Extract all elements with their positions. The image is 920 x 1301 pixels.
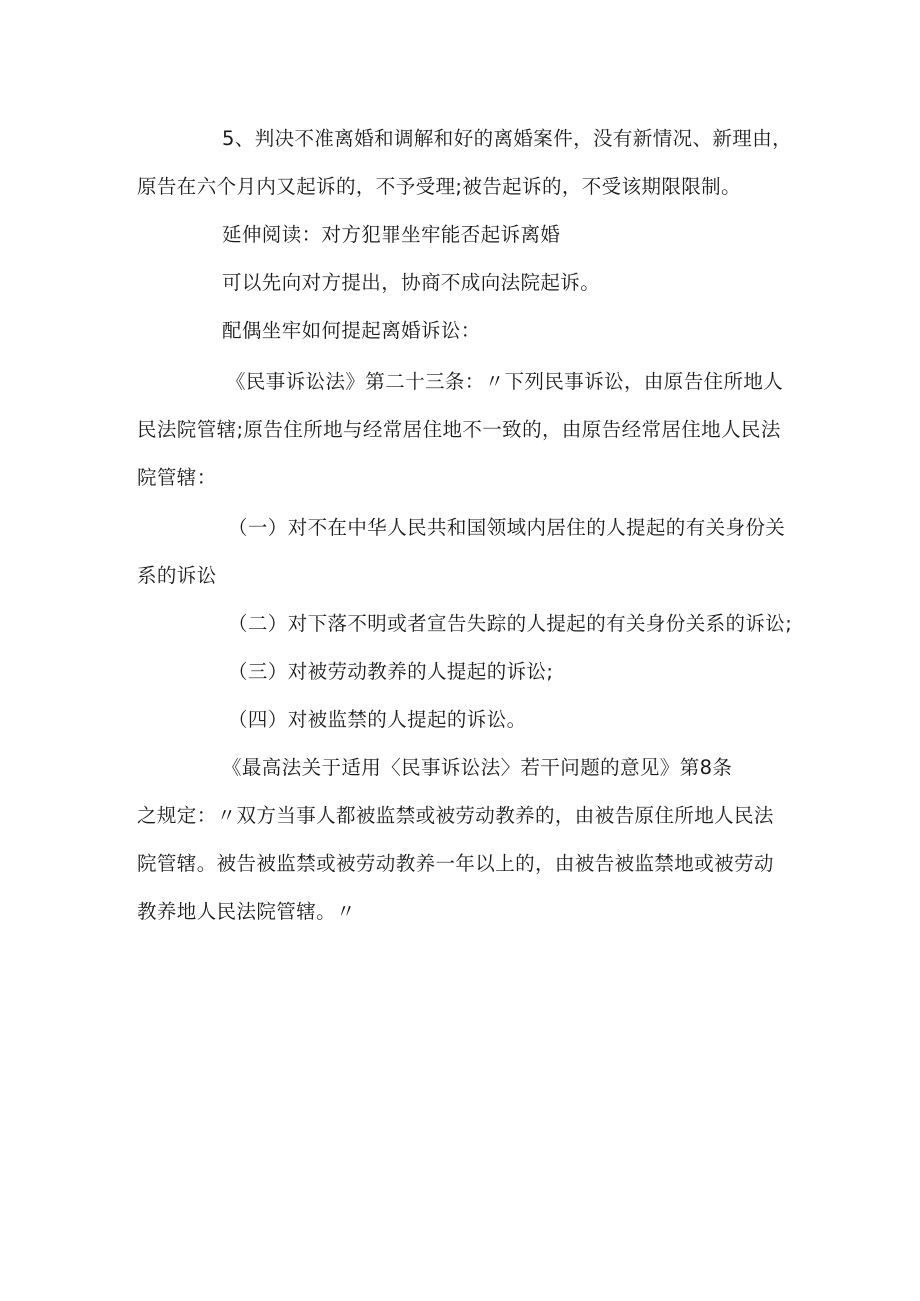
paragraph-line: 院管辖：	[137, 466, 217, 489]
paragraph-line: 原告在六个月内又起诉的，不予受理;被告起诉的，不受该期限限制。	[137, 175, 741, 198]
paragraph-line: 之规定：〃双方当事人都被监禁或被劳动教养的，由被告原住所地人民法	[137, 804, 774, 827]
paragraph-line: （四）对被监禁的人提起的诉讼。	[228, 708, 527, 731]
paragraph-line: （三）对被劳动教养的人提起的诉讼;	[228, 660, 554, 683]
paragraph-line: （二）对下落不明或者宣告失踪的人提起的有关身份关系的诉讼;	[228, 612, 793, 635]
paragraph-line: 系的诉讼	[137, 564, 217, 587]
paragraph-line: 5、判决不准离婚和调解和好的离婚案件，没有新情况、新理由，	[222, 127, 793, 150]
paragraph-line: 《民事诉讼法》第二十三条：〃下列民事诉讼，由原告住所地人	[226, 370, 784, 393]
paragraph-line: 可以先向对方提出，协商不成向法院起诉。	[222, 271, 601, 294]
paragraph-line: 院管辖。被告被监禁或被劳动教养一年以上的，由被告被监禁地或被劳动	[137, 852, 774, 875]
paragraph-line: 教养地人民法院管辖。〃	[137, 900, 356, 923]
paragraph-line: 延伸阅读：对方犯罪坐牢能否起诉离婚	[222, 223, 561, 246]
paragraph-line: 配偶坐牢如何提起离婚诉讼：	[222, 319, 481, 342]
paragraph-line: 《最高法关于适用〈民事诉讼法〉若干问题的意见》第8条	[222, 756, 733, 779]
paragraph-line: （一）对不在中华人民共和国领域内居住的人提起的有关身份关	[228, 516, 786, 539]
paragraph-line: 民法院管辖;原告住所地与经常居住地不一致的，由原告经常居住地人民法	[137, 418, 781, 441]
